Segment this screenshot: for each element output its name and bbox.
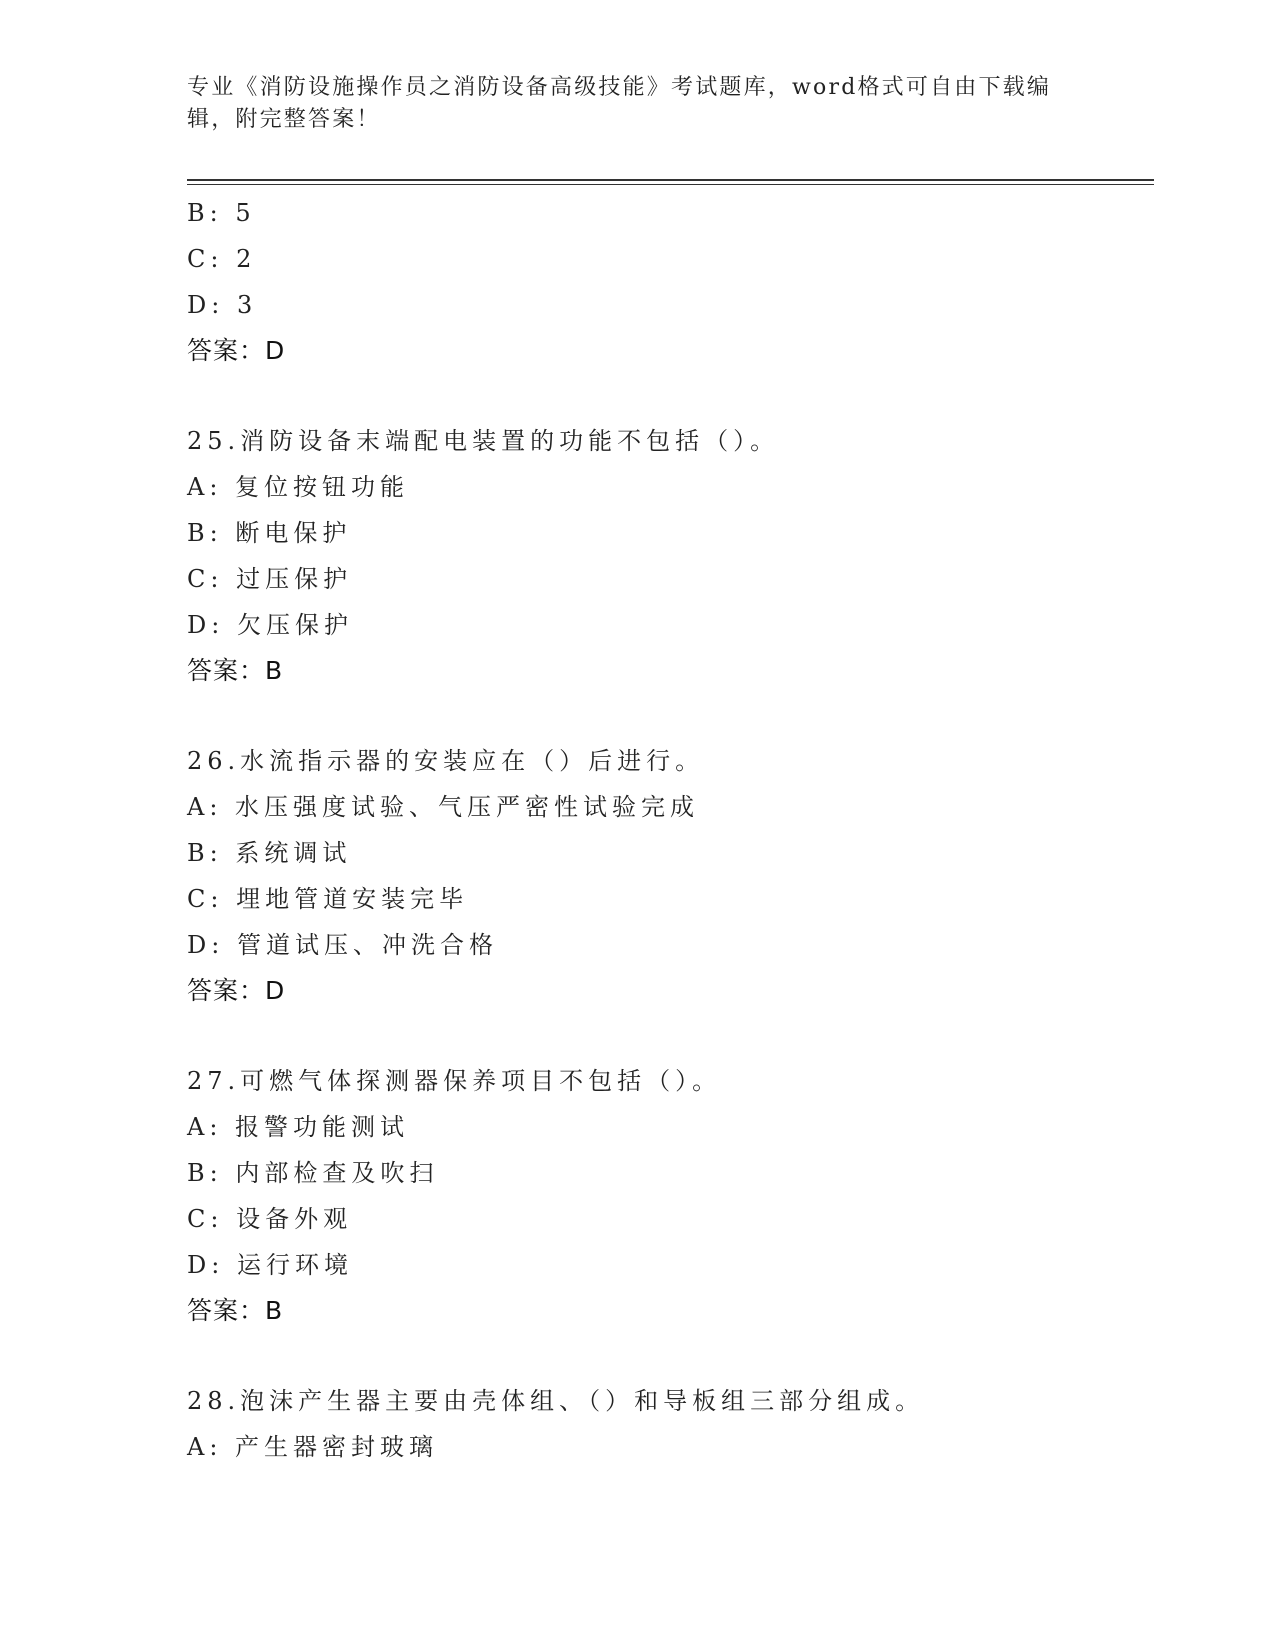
question-block-27	[187, 1058, 1154, 1334]
question-block-26	[187, 738, 1154, 1014]
option-d: D: 3	[187, 291, 258, 319]
option-a: A: 水压强度试验、气压严密性试验完成	[187, 793, 700, 821]
question-list	[187, 190, 1154, 1470]
header-line-1: 专业《消防设施操作员之消防设备高级技能》考试题库，word格式可自由下载编	[187, 75, 1052, 100]
option-a: A: 复位按钮功能	[187, 473, 410, 501]
option-c: C: 过压保护	[187, 565, 353, 593]
answer-line: 答案：B	[187, 656, 284, 685]
header-divider-top	[187, 179, 1154, 181]
option-c: C: 埋地管道安装完毕	[187, 885, 469, 913]
question-block-28	[187, 1378, 1154, 1470]
option-b: B: 断电保护	[187, 519, 352, 547]
option-a: A: 产生器密封玻璃	[187, 1433, 439, 1461]
header-line-2: 辑，附完整答案！	[187, 107, 381, 132]
answer-line: 答案：D	[187, 976, 286, 1005]
question-title: 27.可燃气体探测器保养项目不包括（）。	[187, 1067, 722, 1095]
option-b: B: 系统调试	[187, 839, 352, 867]
question-block-24	[187, 190, 1154, 374]
option-d: D: 运行环境	[187, 1251, 353, 1279]
option-a: A: 报警功能测试	[187, 1113, 410, 1141]
document-header	[187, 72, 1067, 136]
option-d: D: 欠压保护	[187, 611, 353, 639]
option-d: D: 管道试压、冲洗合格	[187, 931, 498, 959]
header-divider-bottom	[187, 184, 1154, 185]
question-title: 28.泡沫产生器主要由壳体组、（）和导板组三部分组成。	[187, 1387, 925, 1415]
option-b: B: 内部检查及吹扫	[187, 1159, 439, 1187]
option-c: C: 2	[187, 245, 257, 273]
answer-line: 答案：B	[187, 1296, 284, 1325]
option-b: B: 5	[187, 199, 256, 227]
question-title: 26.水流指示器的安装应在（）后进行。	[187, 747, 705, 775]
answer-line: 答案：D	[187, 336, 286, 365]
question-title: 25.消防设备末端配电装置的功能不包括（）。	[187, 427, 780, 455]
question-block-25	[187, 418, 1154, 694]
option-c: C: 设备外观	[187, 1205, 353, 1233]
